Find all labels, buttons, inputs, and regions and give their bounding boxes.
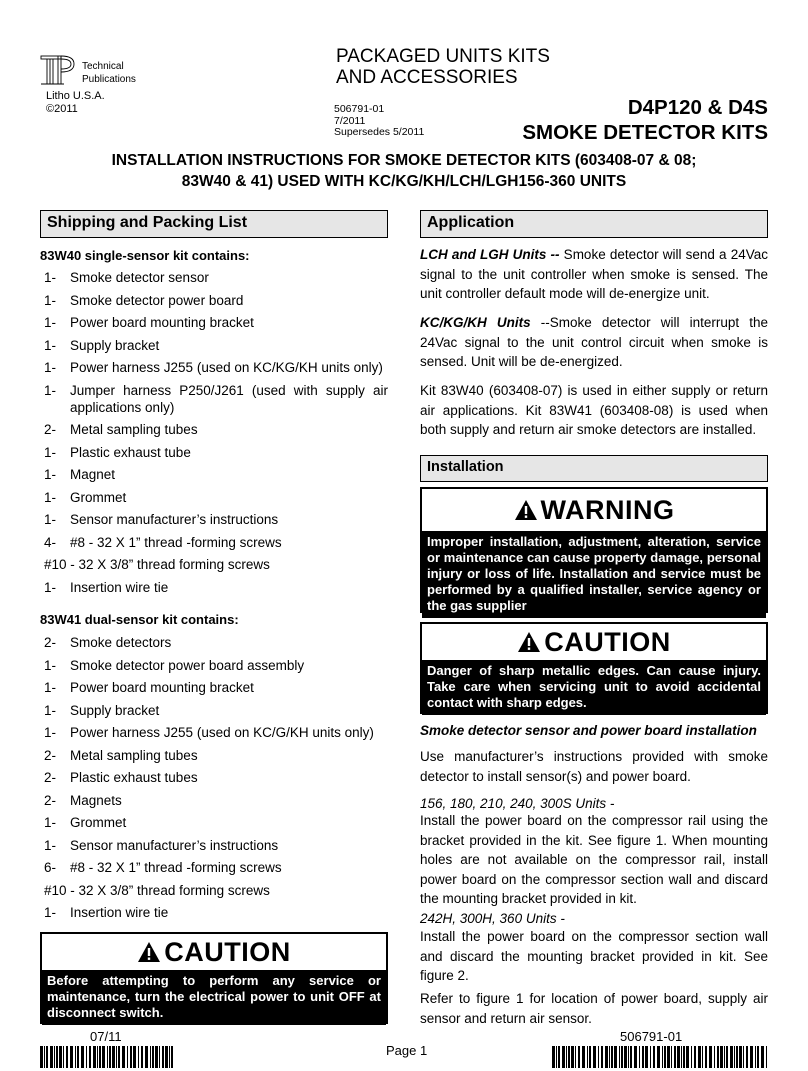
barcode-bar [130,1046,132,1068]
item-text: Power board mounting bracket [70,315,254,330]
list-item [44,489,388,506]
item-text: Smoke detector sensor [70,270,209,285]
barcode-bar [575,1046,576,1068]
item-quantity: 1- [44,579,57,595]
list-item [44,792,388,809]
barcode-bar [568,1046,570,1068]
item-text: Metal sampling tubes [70,422,198,437]
item-quantity: 2- [44,747,57,763]
item-text: Jumper harness P250/J261 (used with supply air applications only) [70,382,388,415]
barcode-bar [605,1046,608,1068]
footer-page: Page 1 [386,1043,428,1058]
item-quantity: 4- [44,534,57,550]
barcode-bar [734,1046,735,1068]
caution-box-power [40,932,388,1024]
barcode-bar [54,1046,55,1068]
litho-block [46,90,105,116]
item-text: Magnet [70,467,116,482]
page-title-line-2: 83W40 & 41) USED WITH KC/KG/KH/LCH/LGH156-360 UNITS [181,173,627,190]
item-quantity: 1- [44,680,57,695]
list-item [44,421,388,438]
list-item [44,679,388,696]
barcode-bar [46,1046,48,1068]
item-text: Power board mounting bracket [70,680,254,695]
list-item [44,657,388,674]
barcode-bar [159,1046,160,1068]
barcode-bar [109,1046,111,1068]
list-item [44,511,388,528]
barcode-bar [694,1046,696,1068]
units1-label: 156, 180, 210, 240, 300S Units - [420,796,615,811]
warning-triangle-icon [517,631,541,653]
barcode-bar [59,1046,62,1068]
item-quantity: 1- [44,815,57,830]
barcode-right [552,1046,768,1068]
item-quantity: 1- [44,905,57,920]
barcode-bar [556,1046,557,1068]
installation-section-header: Installation [420,455,768,482]
barcode-bar [44,1046,45,1068]
item-quantity: 2- [44,422,57,437]
footer-doc-number: 506791-01 [620,1029,683,1044]
item-text: Smoke detectors [70,635,172,650]
tp-logo-icon [40,54,76,86]
item-text: Plastic exhaust tube [70,444,191,460]
item-quantity: 2- [44,792,57,808]
barcode-bar [698,1046,701,1068]
barcode-bar [152,1046,154,1068]
barcode-bar [578,1046,580,1068]
warning-text: Improper installation, adjustment, alteration, service or maintenance can cause property damage, personal injury or loss of life. Installation and service must be performed by a qualified installer, service agency or the gas supplier [422,531,766,618]
barcode-bar [686,1046,689,1068]
item-text: Grommet [70,489,127,505]
item-text: Sensor manufacturer’s instructions [70,837,279,853]
barcode-bar [674,1046,676,1068]
barcode-bar [639,1046,640,1068]
barcode-bar [739,1046,742,1068]
item-quantity: 1- [44,382,57,398]
barcode-bar [667,1046,670,1068]
list-item [44,814,388,831]
list-item [44,359,388,376]
barcode-bar [552,1046,555,1068]
item-quantity: 1- [44,444,57,460]
barcode-bar [628,1046,629,1068]
barcode-bar [761,1046,764,1068]
warning-title-text: WARNING [540,495,675,525]
barcode-bar [162,1046,164,1068]
barcode-bar [122,1046,125,1068]
barcode-bar [99,1046,101,1068]
kc-label: KC/KG/KH Units [420,315,531,330]
barcode-bar [133,1046,136,1068]
barcode-bar [677,1046,680,1068]
barcode-bar [601,1046,603,1068]
item-quantity: 1- [44,337,57,353]
caution-title [422,624,766,660]
barcode-bar [598,1046,599,1068]
item-quantity: 1- [44,315,57,330]
list-item [44,292,388,309]
barcode-bar [102,1046,105,1068]
barcode-bar [657,1046,660,1068]
lch-label: LCH and LGH Units -- [420,247,560,262]
barcode-bar [691,1046,692,1068]
barcode-bar [755,1046,756,1068]
barcode-bar [709,1046,712,1068]
barcode-bar [86,1046,87,1068]
barcode-bar [40,1046,43,1068]
item-quantity: 1- [44,360,57,375]
list-item [44,382,388,416]
warning-triangle-icon [514,499,538,521]
item-text: Insertion wire tie [70,579,169,595]
list-item [44,444,388,461]
barcode-bar [66,1046,68,1068]
barcode-bar [766,1046,767,1068]
copyright: ©2011 [46,103,78,115]
barcode-bar [593,1046,596,1068]
barcode-bar [75,1046,76,1068]
item-text: Supply bracket [70,702,160,718]
kit1-item-list [44,269,388,601]
product-title-line-1: D4P120 & D4S [627,96,768,119]
category-line-2: AND ACCESSORIES [336,67,518,88]
barcode-bar [653,1046,655,1068]
litho-usa: Litho U.S.A. [46,90,105,102]
kc-text: --Smoke detector will interrupt the 24Vac signal to the unit control circuit when smoke is sensed. Unit will be de-energized. [420,315,768,369]
product-title [522,95,768,145]
barcode-bar [650,1046,651,1068]
barcode-bar [112,1046,115,1068]
category-line-1: PACKAGED UNITS KITS [336,46,550,67]
list-item [44,314,388,331]
barcode-bar [150,1046,151,1068]
list-item [44,579,388,596]
lch-text: Smoke detector will send a 24Vac signal to the unit controller when smoke is sensed. The unit controller default mode will de-energize unit. [420,247,768,301]
caution-text: Before attempting to perform any service or maintenance, turn the electrical power to unit OFF at disconnect switch. [42,970,386,1025]
barcode-bar [714,1046,715,1068]
item-quantity: 2- [44,635,57,650]
item-text: Plastic exhaust tubes [70,770,198,785]
barcode-bar [662,1046,663,1068]
barcode-bar [702,1046,703,1068]
item-text: Smoke detector power board [70,292,244,308]
logo-text-publications: Publications [82,74,136,85]
barcode-bar [705,1046,707,1068]
barcode-bar [589,1046,591,1068]
list-item [44,747,388,764]
list-item [44,337,388,354]
barcode-bar [81,1046,84,1068]
item-text: #10 - 32 X 3/8” thread forming screws [44,882,270,898]
item-text: Power harness J255 (used on KC/G/KH units only) [70,725,374,740]
item-text: Insertion wire tie [70,905,169,920]
kit1-heading: 83W40 single-sensor kit contains: [40,248,250,263]
item-quantity: 1- [44,467,57,482]
barcode-bar [730,1046,733,1068]
barcode-bar [70,1046,73,1068]
barcode-bar [562,1046,565,1068]
barcode-bar [571,1046,574,1068]
barcode-bar [642,1046,644,1068]
barcode-bar [746,1046,748,1068]
barcode-bar [89,1046,91,1068]
barcode-bar [116,1046,117,1068]
list-item [44,904,388,921]
barcode-bar [724,1046,725,1068]
page-title-line-1: INSTALLATION INSTRUCTIONS FOR SMOKE DETECTOR KITS (603408-07 & 08; [111,152,697,169]
barcode-bar [141,1046,143,1068]
kit-paragraph: Kit 83W40 (603408-07) is used in either supply or return air applications. Kit 83W41 (603408-08) is used when both supply and return air smoke detectors are installed. [420,383,768,437]
barcode-bar [736,1046,738,1068]
warning-box [420,487,768,613]
barcode-bar [165,1046,168,1068]
barcode-bar [634,1046,637,1068]
units2-text: Install the power board on the compressor section wall and discard the mounting bracket provided in kit. See figure 2. [420,929,768,983]
barcode-bar [717,1046,719,1068]
barcode-bar [630,1046,632,1068]
item-text: #8 - 32 X 1” thread -forming screws [70,860,282,875]
item-quantity: 1- [44,489,57,505]
item-text: Supply bracket [70,337,160,353]
kc-paragraph [420,313,768,372]
units2-label: 242H, 300H, 360 Units - [420,911,565,926]
doc-date: 7/2011 [334,114,366,127]
warning-triangle-icon [137,941,161,963]
logo-text [82,60,136,86]
list-item [44,882,388,899]
warning-title [422,489,766,531]
item-quantity: 1- [44,512,57,527]
item-quantity: 1- [44,292,57,308]
item-quantity: 1- [44,657,57,673]
barcode-bar [138,1046,139,1068]
barcode-bar [621,1046,623,1068]
list-item [44,769,388,786]
barcode-bar [558,1046,560,1068]
item-text: Grommet [70,815,127,830]
item-text: Smoke detector power board assembly [70,657,305,673]
caution-text: Danger of sharp metallic edges. Can cause injury. Take care when servicing unit to avoid accidental contact with sharp edges. [422,660,766,715]
category-title [336,46,550,88]
list-item [44,702,388,719]
item-quantity: 1- [44,702,57,718]
sensor-install-text: Use manufacturer’s instructions provided with smoke detector to install sensor(s) and power board. [420,749,768,784]
footer-date: 07/11 [90,1029,122,1044]
barcode-bar [582,1046,585,1068]
barcode-bar [750,1046,753,1068]
barcode-bar [624,1046,627,1068]
list-item [44,556,388,573]
barcode-bar [77,1046,79,1068]
barcode-bar [587,1046,588,1068]
units1-text: Install the power board on the compressor rail using the bracket provided in the kit. See figure 1. When mounting holes are not available on the compressor rail, install power board on the compressor section wall and discard the mounting bracket provided in kit. [420,813,768,906]
barcode-bar [97,1046,98,1068]
kit2-heading: 83W41 dual-sensor kit contains: [40,612,239,627]
barcode-left [40,1046,174,1068]
barcode-bar [757,1046,759,1068]
application-section-header: Application [420,210,768,238]
barcode-bar [50,1046,53,1068]
barcode-bar [155,1046,158,1068]
list-item [44,466,388,483]
lch-paragraph [420,245,768,304]
doc-meta [334,104,424,139]
barcode-bar [118,1046,120,1068]
barcode-bar [611,1046,613,1068]
list-item [44,534,388,551]
caution-box-edges [420,622,768,714]
item-text: Sensor manufacturer’s instructions [70,512,279,527]
list-item [44,269,388,286]
item-text: Metal sampling tubes [70,747,198,763]
barcode-bar [671,1046,672,1068]
barcode-bar [56,1046,58,1068]
item-quantity: 1- [44,725,57,740]
shipping-section-header: Shipping and Packing List [40,210,388,238]
barcode-bar [145,1046,148,1068]
item-quantity: 1- [44,837,57,853]
list-item [44,724,388,741]
item-text: Magnets [70,792,122,808]
product-title-line-2: SMOKE DETECTOR KITS [522,121,768,144]
kit2-item-list [44,634,388,927]
list-item [44,837,388,854]
item-text: #8 - 32 X 1” thread -forming screws [70,534,282,550]
barcode-bar [171,1046,173,1068]
barcode-bar [63,1046,64,1068]
barcode-bar [614,1046,617,1068]
barcode-bar [681,1046,682,1068]
barcode-bar [609,1046,610,1068]
supersedes: Supersedes 5/2011 [334,126,425,138]
sensor-install-heading: Smoke detector sensor and power board installation [420,723,757,738]
barcode-bar [619,1046,620,1068]
item-quantity: 2- [44,770,57,785]
list-item [44,634,388,651]
caution-title [42,934,386,970]
barcode-bar [645,1046,648,1068]
barcode-bar [93,1046,96,1068]
barcode-bar [107,1046,108,1068]
barcode-bar [743,1046,744,1068]
refer-text: Refer to figure 1 for location of power board, supply air sensor and return air sensor. [420,991,768,1026]
barcode-bar [127,1046,128,1068]
caution-title-text: CAUTION [164,937,291,967]
barcode-bar [720,1046,723,1068]
caution-title-text: CAUTION [544,627,671,657]
barcode-bar [169,1046,170,1068]
item-quantity: 6- [44,860,57,875]
barcode-bar [664,1046,666,1068]
item-text: #10 - 32 X 3/8” thread forming screws [44,557,270,572]
item-quantity: 1- [44,270,57,285]
logo-text-technical: Technical [82,61,124,72]
doc-number: 506791-01 [334,103,385,115]
barcode-bar [726,1046,728,1068]
item-text: Power harness J255 (used on KC/KG/KH units only) [70,360,383,375]
list-item [44,859,388,876]
barcode-bar [566,1046,567,1068]
barcode-bar [683,1046,685,1068]
page-title [0,150,808,192]
